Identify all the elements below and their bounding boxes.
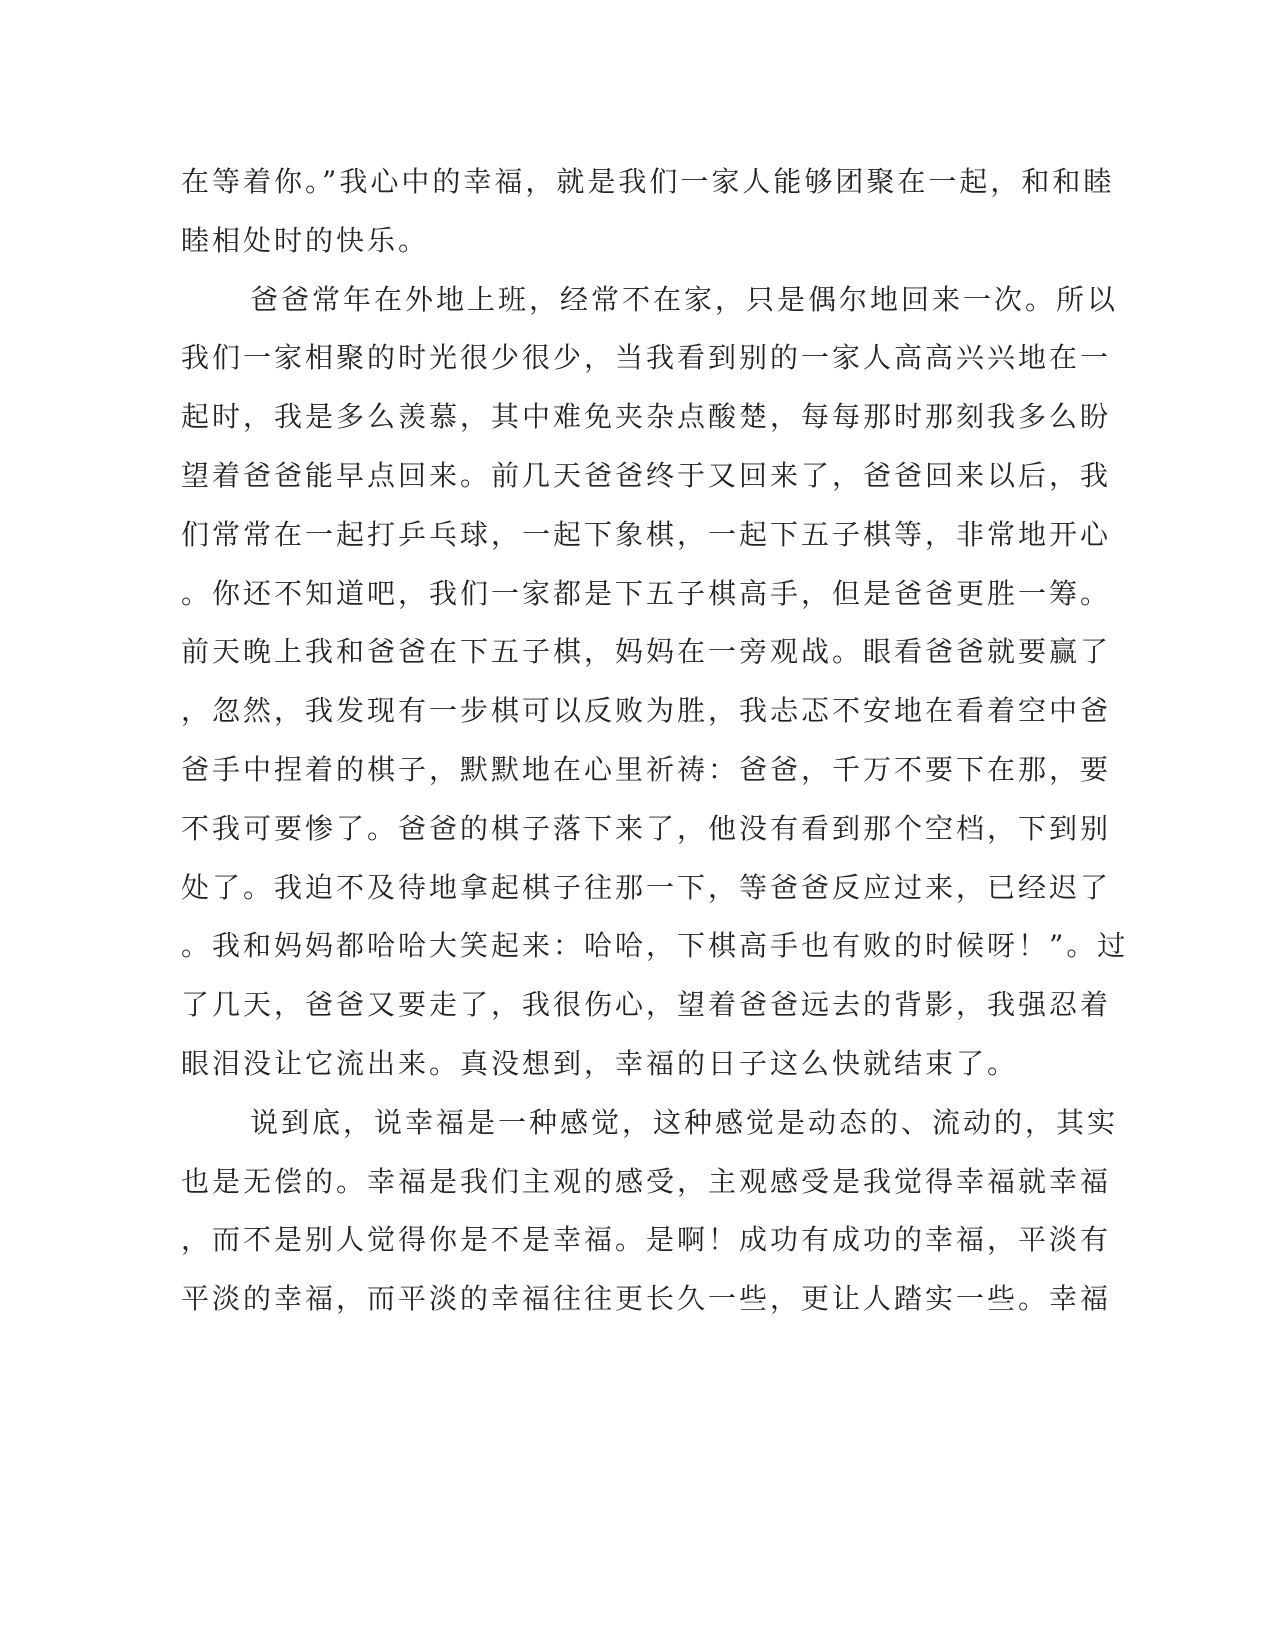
text-line: 处了。我迫不及待地拿起棋子往那一下，等爸爸反应过来，已经迟了 <box>181 870 1112 904</box>
text-line: 睦相处时的快乐。 <box>181 223 430 257</box>
text-line: 了几天，爸爸又要走了，我很伤心，望着爸爸远去的背影，我强忍着 <box>181 988 1112 1022</box>
text-line: 不我可要惨了。爸爸的棋子落下来了，他没有看到那个空档，下到别 <box>181 811 1112 845</box>
text-line: 前天晚上我和爸爸在下五子棋，妈妈在一旁观战。眼看爸爸就要赢了 <box>181 635 1112 669</box>
text-line: 。你还不知道吧，我们一家都是下五子棋高手，但是爸爸更胜一筹。 <box>181 576 1112 610</box>
text-line: ，而不是别人觉得你是不是幸福。是啊！成功有成功的幸福，平淡有 <box>181 1223 1112 1257</box>
paragraph-start-line: 爸爸常年在外地上班，经常不在家，只是偶尔地回来一次。所以 <box>250 282 1119 316</box>
body-text <box>181 153 1129 1329</box>
paragraph-start-line: 说到底，说幸福是一种感觉，这种感觉是动态的、流动的，其实 <box>250 1105 1119 1139</box>
text-line: 平淡的幸福，而平淡的幸福往往更长久一些，更让人踏实一些。幸福 <box>181 1282 1112 1316</box>
text-line: 我们一家相聚的时光很少很少，当我看到别的一家人高高兴兴地在一 <box>181 341 1112 375</box>
text-line: 眼泪没让它流出来。真没想到，幸福的日子这么快就结束了。 <box>181 1046 1019 1080</box>
text-line: 也是无偿的。幸福是我们主观的感受，主观感受是我觉得幸福就幸福 <box>181 1164 1112 1198</box>
text-line: 望着爸爸能早点回来。前几天爸爸终于又回来了，爸爸回来以后，我 <box>181 458 1112 492</box>
text-line: 们常常在一起打乒乓球，一起下象棋，一起下五子棋等，非常地开心 <box>181 517 1112 551</box>
text-line: 。我和妈妈都哈哈大笑起来：哈哈，下棋高手也有败的时候呀！”。过 <box>181 929 1129 963</box>
text-line: 爸手中捏着的棋子，默默地在心里祈祷：爸爸，千万不要下在那，要 <box>181 752 1112 786</box>
text-line: 在等着你。”我心中的幸福，就是我们一家人能够团聚在一起，和和睦 <box>181 165 1115 198</box>
text-line: ，忽然，我发现有一步棋可以反败为胜，我忐忑不安地在看着空中爸 <box>181 694 1112 728</box>
text-line: 起时，我是多么羡慕，其中难免夹杂点酸楚，每每那时那刻我多么盼 <box>181 400 1112 434</box>
